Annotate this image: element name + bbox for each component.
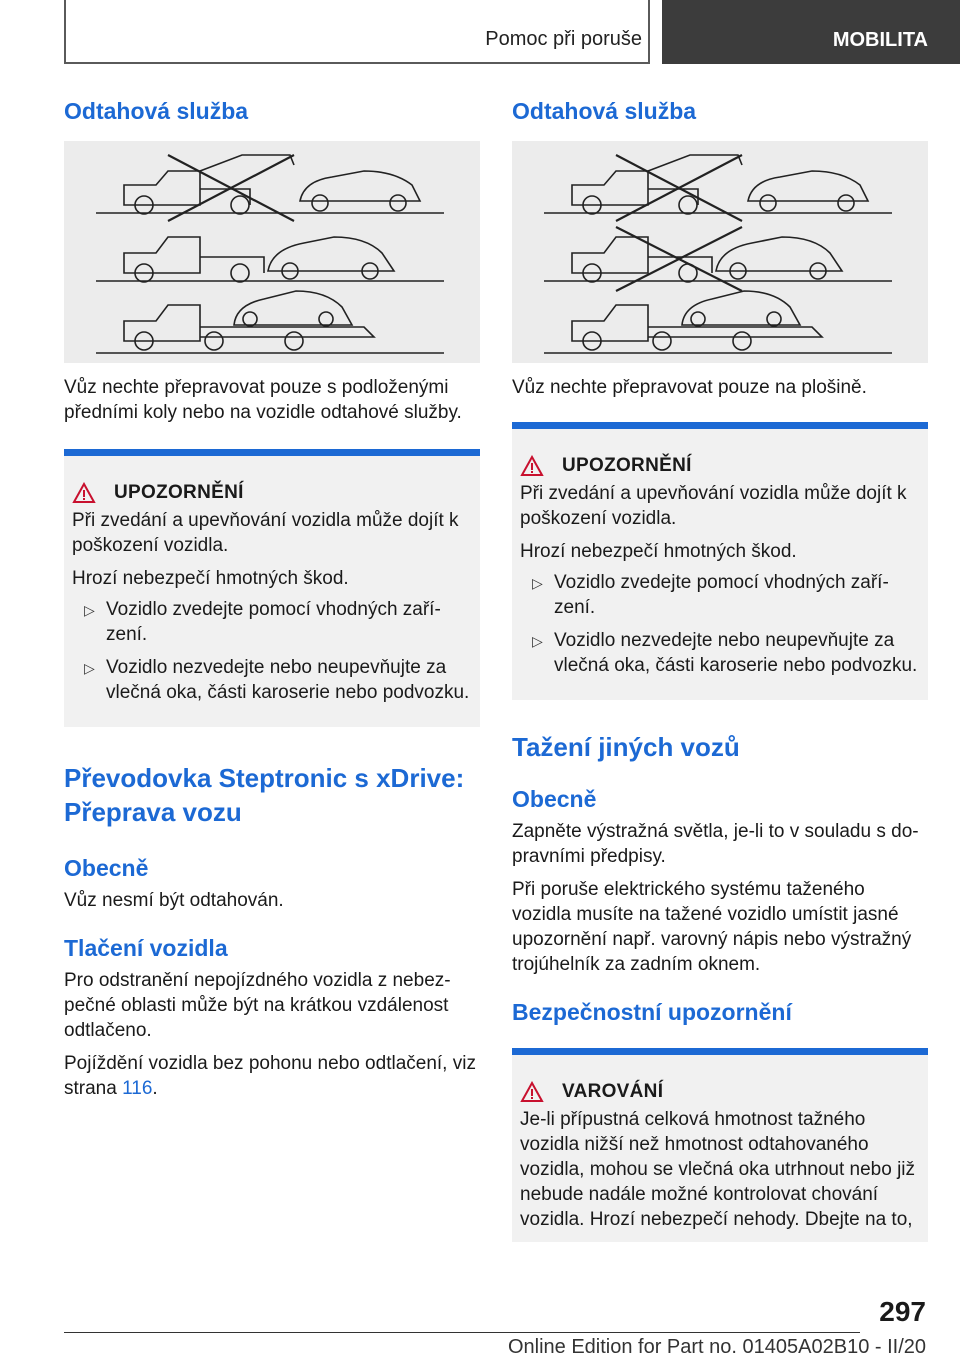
left-sub2-text2	[64, 1051, 480, 1101]
right-figure-caption: Vůz nechte přepravovat pouze na plošině.	[512, 377, 867, 398]
left-warning-box	[64, 449, 480, 727]
left-section-heading: Převodovka Steptronic s xDrive: Přeprava vozu	[64, 763, 465, 827]
list-item	[72, 655, 472, 705]
bullet-triangle-icon: ▷	[532, 633, 543, 649]
section-title: Pomoc při poruše	[485, 28, 642, 50]
list-item	[72, 597, 472, 647]
right-sub1-text2: Při poruše elektrického systému taženého vozidla musíte na tažené vozidlo umístit jasné upozornění např. varovný nápis nebo výstražný trojúhelník za zadním oknem.	[512, 879, 912, 975]
list-item-text: Vozidlo zvedejte pomocí vhodných zaří‐ zení.	[106, 599, 441, 645]
right-warning-box	[512, 422, 928, 700]
warning-list	[520, 570, 920, 678]
left-column	[64, 98, 480, 1101]
warning-title: VAROVÁNÍ	[562, 1081, 664, 1102]
left-heading: Odtahová služba	[64, 98, 249, 124]
right-towing-illustration	[512, 141, 928, 363]
towing-methods-drawing	[512, 141, 928, 363]
list-item-text: Vozidlo nezvedejte nebo neupevňujte za vlečná oka, části karoserie nebo podvozku.	[106, 657, 470, 703]
left-towing-illustration	[64, 141, 480, 363]
warning-text-1: Při zvedání a upevňování vozidla může dojít k poškození vozidla.	[520, 483, 907, 529]
footer-divider	[64, 1332, 860, 1333]
warning-triangle-icon	[520, 1081, 544, 1103]
bullet-triangle-icon: ▷	[84, 660, 95, 676]
chapter-tab	[662, 0, 960, 64]
warning-header	[520, 455, 920, 477]
list-item	[520, 570, 920, 620]
list-item-text: Vozidlo zvedejte pomocí vhodných zaří‐ zení.	[554, 572, 889, 618]
warning-text-2: Hrozí nebezpečí hmotných škod.	[72, 568, 349, 589]
right-column	[512, 98, 928, 1242]
right-sub1-text: Zapněte výstražná světla, je-li to v souladu s do‐ pravními předpisy.	[512, 821, 919, 867]
warning-triangle-icon	[520, 455, 544, 477]
warning-list	[72, 597, 472, 705]
right-sub2-heading: Bezpečnostní upozornění	[512, 999, 792, 1025]
right-heading: Odtahová služba	[512, 98, 697, 124]
warning-text: Je-li přípustná celková hmotnost tažného vozidla nižší než hmotnost odtahovaného vozidla, mohou se vlečná oka utrhnout nebo již nebude nadále možné kontrolovat chování vozidla. Hrozí nebezpečí nehody. Dbejte na to,	[520, 1109, 916, 1230]
edition-note: Online Edition for Part no. 01405A02B10 - II/20	[507, 1336, 926, 1358]
reference-text: Pojíždění vozidla bez pohonu nebo odtlačení, viz strana	[64, 1053, 476, 1099]
warning-header	[72, 482, 472, 504]
right-sub1-heading: Obecně	[512, 786, 597, 812]
right-section-heading: Tažení jiných vozů	[512, 732, 740, 762]
warning-triangle-icon	[72, 482, 96, 504]
page-link[interactable]: 116	[122, 1078, 153, 1099]
warning-text-2: Hrozí nebezpečí hmotných škod.	[520, 541, 797, 562]
bullet-triangle-icon: ▷	[532, 575, 543, 591]
chapter-label: MOBILITA	[832, 29, 928, 51]
left-figure-caption: Vůz nechte přepravovat pouze s podloženými předními koly nebo na vozidle odtahové služby.	[64, 377, 462, 423]
left-sub2-heading: Tlačení vozidla	[64, 935, 228, 961]
warning-header	[520, 1081, 920, 1103]
list-item-text: Vozidlo nezvedejte nebo neupevňujte za vlečná oka, části karoserie nebo podvozku.	[554, 630, 918, 676]
left-sub2-text: Pro odstranění nepojízdného vozidla z nebez‐ pečné oblasti může být na krátkou vzdálenost odtlačeno.	[64, 970, 451, 1041]
list-item	[520, 628, 920, 678]
sentence-end: .	[152, 1078, 158, 1099]
page-number: 297	[879, 1296, 926, 1327]
bullet-triangle-icon: ▷	[84, 602, 95, 618]
warning-title: UPOZORNĚNÍ	[114, 482, 244, 503]
warning-text-1: Při zvedání a upevňování vozidla může dojít k poškození vozidla.	[72, 510, 459, 556]
right-danger-box	[512, 1048, 928, 1242]
warning-title: UPOZORNĚNÍ	[562, 455, 692, 476]
left-sub1-text: Vůz nesmí být odtahován.	[64, 890, 284, 911]
towing-methods-drawing	[64, 141, 480, 363]
left-sub1-heading: Obecně	[64, 855, 149, 881]
